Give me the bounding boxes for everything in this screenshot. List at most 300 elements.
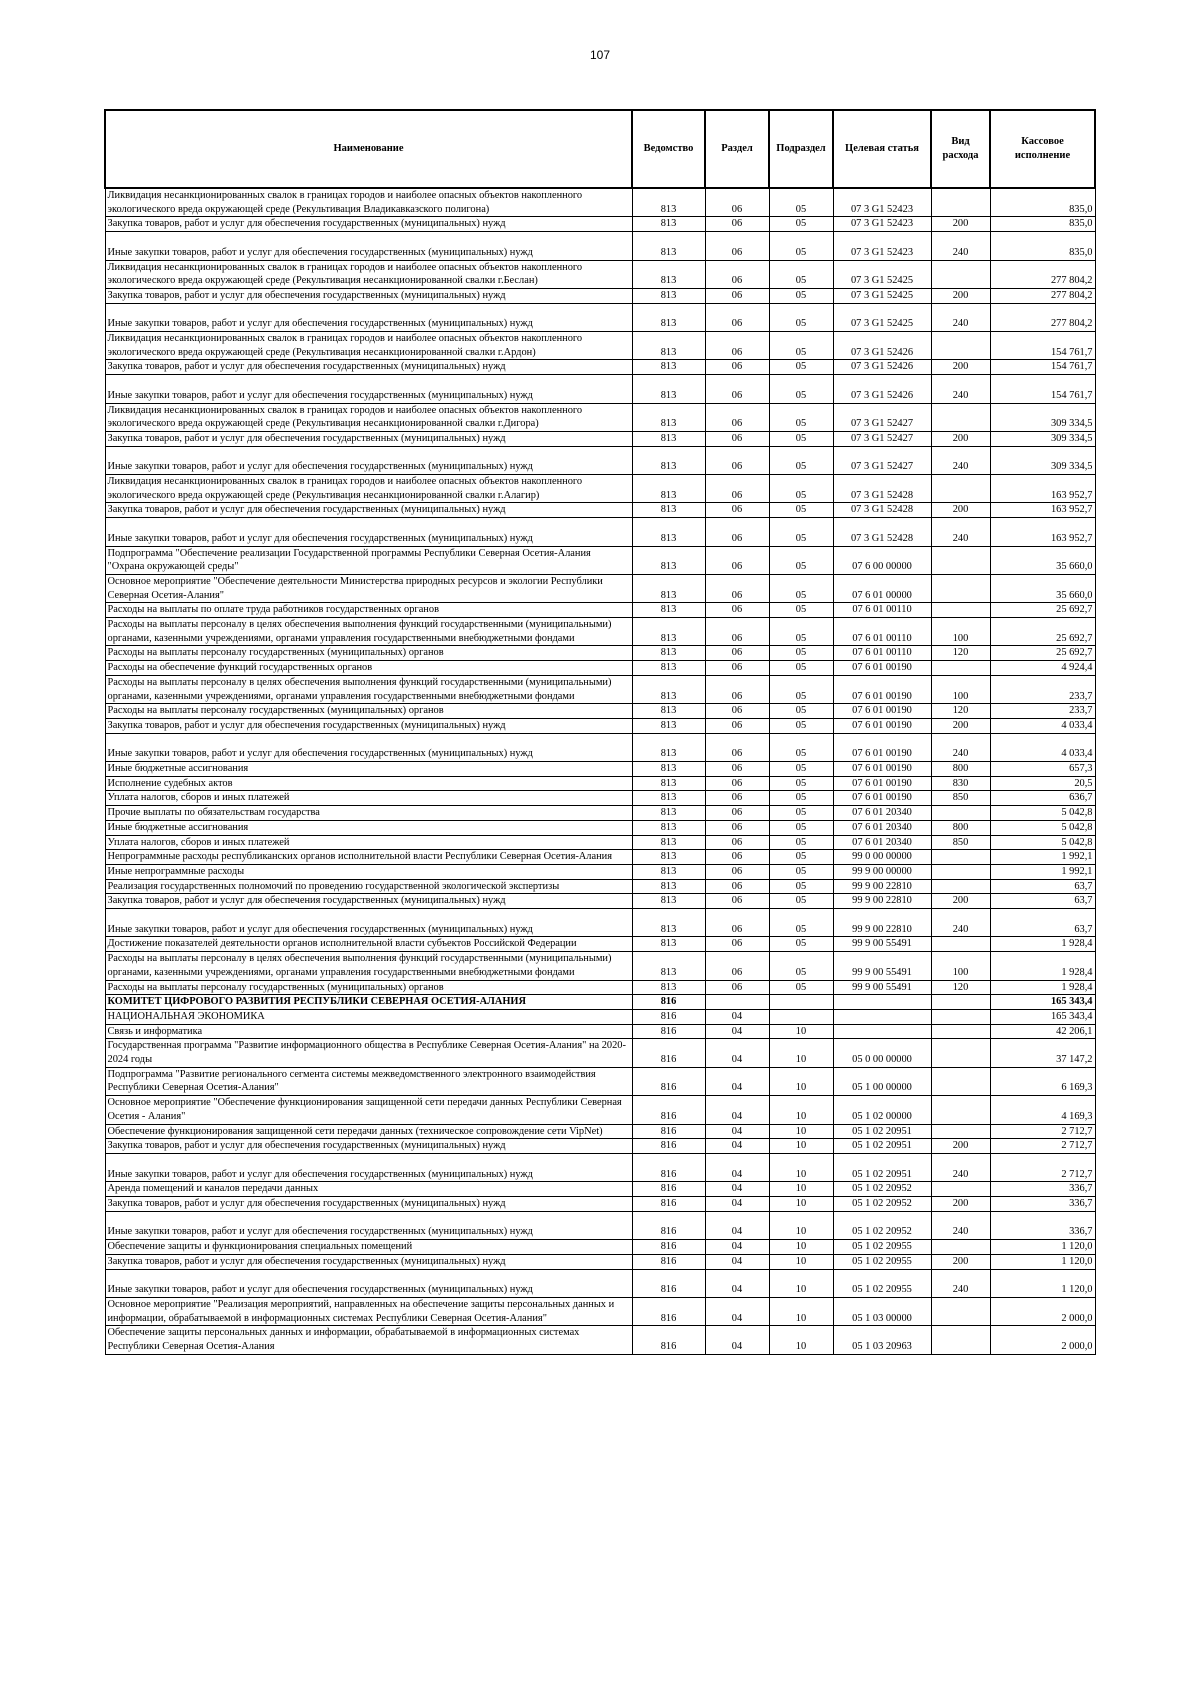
row-department: 813 [632,675,705,703]
row-expense-type [931,806,990,821]
row-section: 04 [705,1297,769,1325]
row-subsection: 05 [769,332,833,360]
row-expense-type: 240 [931,1154,990,1182]
row-name: Иные закупки товаров, работ и услуг для обеспечения государственных (муниципальных) нужд [105,375,632,403]
row-cash-execution: 1 928,4 [990,952,1095,980]
row-name: Ликвидация несанкционированных свалок в границах городов и наиболее опасных объектов накопленного экологического вреда окружающей среде (Рекультивация Владикавказского полигона) [105,188,632,217]
row-name: Уплата налогов, сборов и иных платежей [105,835,632,850]
table-row [105,303,1095,331]
row-expense-type [931,864,990,879]
row-expense-type: 240 [931,733,990,761]
row-subsection: 05 [769,546,833,574]
row-name: Закупка товаров, работ и услуг для обеспечения государственных (муниципальных) нужд [105,431,632,446]
row-section: 04 [705,1009,769,1024]
table-row [105,894,1095,909]
row-target-item: 05 1 03 20963 [833,1326,931,1354]
row-cash-execution: 2 000,0 [990,1297,1095,1325]
row-name: Подпрограмма "Развитие регионального сегмента системы межведомственного электронного взаимодействия Республики Северная Осетия-Алания" [105,1067,632,1095]
row-subsection: 05 [769,952,833,980]
row-cash-execution: 63,7 [990,894,1095,909]
table-row [105,661,1095,676]
row-section [705,995,769,1010]
row-name: Расходы на выплаты персоналу в целях обеспечения выполнения функций государственными (муниципальными) органами, казенными учреждениями, органами управления государственными внебюджетными фондами [105,952,632,980]
row-department: 816 [632,1024,705,1039]
row-cash-execution: 5 042,8 [990,835,1095,850]
row-section: 06 [705,475,769,503]
row-department: 813 [632,288,705,303]
row-name: Закупка товаров, работ и услуг для обеспечения государственных (муниципальных) нужд [105,1254,632,1269]
row-cash-execution: 163 952,7 [990,503,1095,518]
row-expense-type [931,1124,990,1139]
row-name: Уплата налогов, сборов и иных платежей [105,791,632,806]
header-expense-type: Вид расхода [931,110,990,188]
row-expense-type: 100 [931,618,990,646]
row-subsection: 05 [769,894,833,909]
table-row [105,704,1095,719]
row-cash-execution: 835,0 [990,217,1095,232]
row-department: 813 [632,952,705,980]
row-department: 813 [632,820,705,835]
row-section: 06 [705,909,769,937]
row-subsection: 05 [769,475,833,503]
row-name: Обеспечение защиты и функционирования специальных помещений [105,1240,632,1255]
table-row [105,980,1095,995]
table-row [105,232,1095,260]
row-subsection: 10 [769,1124,833,1139]
row-expense-type [931,574,990,602]
row-section: 06 [705,618,769,646]
table-row [105,1039,1095,1067]
row-name: Закупка товаров, работ и услуг для обеспечения государственных (муниципальных) нужд [105,503,632,518]
table-row [105,1254,1095,1269]
row-section: 06 [705,980,769,995]
row-subsection: 05 [769,718,833,733]
row-name: Закупка товаров, работ и услуг для обеспечения государственных (муниципальных) нужд [105,217,632,232]
row-department: 816 [632,1154,705,1182]
row-name: Иные закупки товаров, работ и услуг для обеспечения государственных (муниципальных) нужд [105,303,632,331]
table-row [105,995,1095,1010]
row-department: 813 [632,733,705,761]
row-expense-type: 200 [931,1254,990,1269]
row-subsection: 05 [769,260,833,288]
row-expense-type [931,1297,990,1325]
row-target-item: 05 1 03 00000 [833,1297,931,1325]
row-cash-execution: 636,7 [990,791,1095,806]
table-row [105,776,1095,791]
row-department: 813 [632,431,705,446]
row-department: 813 [632,909,705,937]
row-section: 06 [705,675,769,703]
row-expense-type [931,1009,990,1024]
row-section: 06 [705,820,769,835]
table-row [105,1182,1095,1197]
row-target-item: 07 3 G1 52423 [833,232,931,260]
row-subsection: 10 [769,1096,833,1124]
row-section: 06 [705,776,769,791]
header-department: Ведомство [632,110,705,188]
row-target-item: 07 3 G1 52428 [833,518,931,546]
table-row [105,791,1095,806]
row-cash-execution: 1 120,0 [990,1254,1095,1269]
row-target-item: 07 3 G1 52425 [833,288,931,303]
row-cash-execution: 25 692,7 [990,646,1095,661]
row-target-item: 99 9 00 22810 [833,894,931,909]
row-department: 813 [632,232,705,260]
row-target-item: 07 3 G1 52427 [833,403,931,431]
row-expense-type: 200 [931,1197,990,1212]
table-row [105,1124,1095,1139]
row-name: Расходы на выплаты персоналу государственных (муниципальных) органов [105,704,632,719]
row-cash-execution: 25 692,7 [990,618,1095,646]
row-name: Закупка товаров, работ и услуг для обеспечения государственных (муниципальных) нужд [105,894,632,909]
row-expense-type [931,850,990,865]
table-row [105,937,1095,952]
row-department: 813 [632,574,705,602]
row-name: Основное мероприятие "Обеспечение функционирования защищенной сети передачи данных Республики Северная Осетия - Алания" [105,1096,632,1124]
row-name: Аренда помещений и каналов передачи данных [105,1182,632,1197]
row-target-item: 07 6 01 00190 [833,661,931,676]
row-subsection: 05 [769,303,833,331]
row-cash-execution: 35 660,0 [990,546,1095,574]
row-cash-execution: 6 169,3 [990,1067,1095,1095]
row-department: 813 [632,618,705,646]
row-department: 813 [632,260,705,288]
row-department: 813 [632,980,705,995]
row-section: 06 [705,603,769,618]
row-cash-execution: 309 334,5 [990,431,1095,446]
row-target-item: 07 6 01 00190 [833,776,931,791]
row-expense-type [931,1182,990,1197]
row-subsection: 05 [769,704,833,719]
row-section: 06 [705,894,769,909]
row-name: Расходы на выплаты персоналу в целях обеспечения выполнения функций государственными (муниципальными) органами, казенными учреждениями, органами управления государственными внебюджетными фондами [105,675,632,703]
row-cash-execution: 4 169,3 [990,1096,1095,1124]
row-department: 813 [632,894,705,909]
row-expense-type: 200 [931,894,990,909]
row-section: 06 [705,518,769,546]
row-department: 813 [632,850,705,865]
row-department: 816 [632,1139,705,1154]
row-expense-type: 200 [931,503,990,518]
row-expense-type: 200 [931,1139,990,1154]
page-number: 107 [589,48,611,62]
row-cash-execution: 154 761,7 [990,375,1095,403]
row-target-item: 05 1 02 20951 [833,1139,931,1154]
row-expense-type: 200 [931,360,990,375]
row-name: Ликвидация несанкционированных свалок в границах городов и наиболее опасных объектов накопленного экологического вреда окружающей среде (Рекультивация несанкционированной свалки г.Ардон) [105,332,632,360]
row-name: Иные закупки товаров, работ и услуг для обеспечения государственных (муниципальных) нужд [105,518,632,546]
row-department: 813 [632,718,705,733]
header-cash-execution: Кассовое исполнение [990,110,1095,188]
row-department: 816 [632,1211,705,1239]
row-section: 06 [705,446,769,474]
row-expense-type [931,879,990,894]
table-row [105,446,1095,474]
table-row [105,260,1095,288]
row-name: НАЦИОНАЛЬНАЯ ЭКОНОМИКА [105,1009,632,1024]
row-subsection: 10 [769,1240,833,1255]
row-section: 06 [705,864,769,879]
row-section: 04 [705,1269,769,1297]
table-row [105,475,1095,503]
row-target-item: 99 0 00 00000 [833,850,931,865]
row-expense-type: 100 [931,952,990,980]
row-name: Иные закупки товаров, работ и услуг для обеспечения государственных (муниципальных) нужд [105,733,632,761]
row-subsection: 05 [769,603,833,618]
table-row [105,188,1095,217]
row-cash-execution: 4 033,4 [990,718,1095,733]
row-section: 06 [705,574,769,602]
row-subsection: 05 [769,518,833,546]
row-cash-execution: 154 761,7 [990,332,1095,360]
row-section: 06 [705,303,769,331]
row-expense-type: 200 [931,217,990,232]
row-cash-execution: 1 992,1 [990,850,1095,865]
row-section: 06 [705,232,769,260]
row-department: 813 [632,303,705,331]
row-subsection: 10 [769,1211,833,1239]
row-subsection [769,1009,833,1024]
row-cash-execution: 1 928,4 [990,980,1095,995]
row-name: Закупка товаров, работ и услуг для обеспечения государственных (муниципальных) нужд [105,288,632,303]
row-target-item: 07 6 00 00000 [833,546,931,574]
row-name: КОМИТЕТ ЦИФРОВОГО РАЗВИТИЯ РЕСПУБЛИКИ СЕВЕРНАЯ ОСЕТИЯ-АЛАНИЯ [105,995,632,1010]
row-section: 06 [705,850,769,865]
row-expense-type: 200 [931,431,990,446]
row-subsection: 05 [769,850,833,865]
table-row [105,403,1095,431]
table-row [105,431,1095,446]
row-subsection: 05 [769,375,833,403]
row-section: 06 [705,937,769,952]
row-department: 813 [632,661,705,676]
row-department: 816 [632,1326,705,1354]
row-name: Расходы на выплаты персоналу в целях обеспечения выполнения функций государственными (муниципальными) органами, казенными учреждениями, органами управления государственными внебюджетными фондами [105,618,632,646]
header-target-item: Целевая статья [833,110,931,188]
row-section: 06 [705,375,769,403]
row-target-item: 07 3 G1 52425 [833,303,931,331]
row-section: 06 [705,332,769,360]
row-target-item [833,995,931,1010]
table-row [105,1067,1095,1095]
row-name: Подпрограмма "Обеспечение реализации Государственной программы Республики Северная Осетия-Алания "Охрана окружающей среды" [105,546,632,574]
row-section: 04 [705,1197,769,1212]
row-department: 813 [632,806,705,821]
budget-table [104,109,1096,1355]
row-department: 813 [632,603,705,618]
row-section: 04 [705,1024,769,1039]
table-row [105,909,1095,937]
row-subsection: 05 [769,503,833,518]
row-department: 813 [632,879,705,894]
row-target-item: 07 6 01 00190 [833,762,931,777]
row-expense-type: 100 [931,675,990,703]
row-target-item: 99 9 00 55491 [833,937,931,952]
row-target-item: 99 9 00 00000 [833,864,931,879]
row-target-item: 07 6 01 00190 [833,733,931,761]
row-name: Закупка товаров, работ и услуг для обеспечения государственных (муниципальных) нужд [105,1197,632,1212]
row-department: 813 [632,704,705,719]
row-subsection: 10 [769,1154,833,1182]
row-target-item: 07 3 G1 52428 [833,475,931,503]
row-department: 813 [632,835,705,850]
row-cash-execution: 4 924,4 [990,661,1095,676]
row-name: Иные закупки товаров, работ и услуг для обеспечения государственных (муниципальных) нужд [105,1269,632,1297]
row-cash-execution: 2 000,0 [990,1326,1095,1354]
row-subsection: 05 [769,574,833,602]
row-cash-execution: 1 992,1 [990,864,1095,879]
row-target-item: 07 3 G1 52426 [833,332,931,360]
row-subsection: 10 [769,1297,833,1325]
row-subsection: 05 [769,431,833,446]
row-section: 04 [705,1139,769,1154]
row-target-item: 99 9 00 22810 [833,879,931,894]
table-row [105,733,1095,761]
row-name: Расходы на выплаты персоналу государственных (муниципальных) органов [105,980,632,995]
row-name: Иные бюджетные ассигнования [105,762,632,777]
row-target-item: 99 9 00 55491 [833,980,931,995]
row-cash-execution: 35 660,0 [990,574,1095,602]
row-cash-execution: 2 712,7 [990,1124,1095,1139]
table-row [105,1096,1095,1124]
row-subsection: 05 [769,288,833,303]
row-section: 04 [705,1211,769,1239]
row-department: 816 [632,1096,705,1124]
row-section: 06 [705,806,769,821]
row-section: 06 [705,188,769,217]
row-cash-execution: 4 033,4 [990,733,1095,761]
row-cash-execution: 163 952,7 [990,475,1095,503]
row-section: 06 [705,646,769,661]
row-name: Ликвидация несанкционированных свалок в границах городов и наиболее опасных объектов накопленного экологического вреда окружающей среде (Рекультивация несанкционированной свалки г.Беслан) [105,260,632,288]
row-subsection: 10 [769,1024,833,1039]
row-expense-type [931,661,990,676]
header-name: Наименование [105,110,632,188]
table-row [105,806,1095,821]
row-name: Иные закупки товаров, работ и услуг для обеспечения государственных (муниципальных) нужд [105,1211,632,1239]
row-subsection: 05 [769,937,833,952]
row-target-item: 07 6 01 20340 [833,806,931,821]
row-target-item: 07 3 G1 52427 [833,446,931,474]
row-name: Основное мероприятие "Обеспечение деятельности Министерства природных ресурсов и экологии Республики Северная Осетия-Алания" [105,574,632,602]
row-name: Расходы на выплаты персоналу государственных (муниципальных) органов [105,646,632,661]
row-target-item: 07 6 01 00000 [833,574,931,602]
row-cash-execution: 165 343,4 [990,995,1095,1010]
table-row [105,1024,1095,1039]
row-expense-type: 850 [931,791,990,806]
row-target-item: 07 6 01 00110 [833,603,931,618]
row-expense-type [931,1024,990,1039]
row-cash-execution: 5 042,8 [990,820,1095,835]
row-target-item: 07 3 G1 52427 [833,431,931,446]
table-row [105,675,1095,703]
row-target-item: 07 3 G1 52423 [833,217,931,232]
row-section: 06 [705,733,769,761]
row-name: Иные бюджетные ассигнования [105,820,632,835]
row-expense-type: 200 [931,718,990,733]
row-name: Ликвидация несанкционированных свалок в границах городов и наиболее опасных объектов накопленного экологического вреда окружающей среде (Рекультивация несанкционированной свалки г.Дигора) [105,403,632,431]
row-section: 06 [705,217,769,232]
table-row [105,1297,1095,1325]
row-section: 04 [705,1254,769,1269]
row-cash-execution: 2 712,7 [990,1154,1095,1182]
row-subsection: 05 [769,791,833,806]
row-expense-type: 830 [931,776,990,791]
row-subsection: 05 [769,403,833,431]
table-row [105,546,1095,574]
row-department: 813 [632,776,705,791]
row-subsection: 05 [769,879,833,894]
row-target-item: 05 1 02 20951 [833,1154,931,1182]
row-cash-execution: 25 692,7 [990,603,1095,618]
row-section: 06 [705,762,769,777]
row-cash-execution: 336,7 [990,1211,1095,1239]
row-name: Закупка товаров, работ и услуг для обеспечения государственных (муниципальных) нужд [105,1139,632,1154]
row-department: 813 [632,646,705,661]
row-target-item: 99 9 00 55491 [833,952,931,980]
table-row [105,879,1095,894]
row-department: 816 [632,1182,705,1197]
row-department: 816 [632,1067,705,1095]
row-expense-type: 240 [931,375,990,403]
row-expense-type [931,546,990,574]
row-subsection: 05 [769,980,833,995]
row-target-item: 07 6 01 20340 [833,820,931,835]
row-expense-type [931,1096,990,1124]
row-name: Обеспечение защиты персональных данных и информации, обрабатываемой в информационных системах Республики Северная Осетия-Алания [105,1326,632,1354]
row-expense-type: 240 [931,1211,990,1239]
row-cash-execution: 835,0 [990,188,1095,217]
row-target-item: 05 1 02 20952 [833,1182,931,1197]
row-section: 06 [705,661,769,676]
row-expense-type [931,188,990,217]
row-expense-type: 850 [931,835,990,850]
row-section: 06 [705,546,769,574]
table-row [105,850,1095,865]
row-cash-execution: 37 147,2 [990,1039,1095,1067]
table-row [105,603,1095,618]
row-cash-execution: 63,7 [990,909,1095,937]
row-department: 813 [632,475,705,503]
row-cash-execution: 42 206,1 [990,1024,1095,1039]
row-name: Иные непрограммные расходы [105,864,632,879]
row-expense-type: 200 [931,288,990,303]
row-cash-execution: 277 804,2 [990,260,1095,288]
row-department: 813 [632,188,705,217]
row-department: 813 [632,546,705,574]
table-row [105,1240,1095,1255]
row-section: 06 [705,704,769,719]
row-section: 06 [705,260,769,288]
row-section: 06 [705,791,769,806]
row-target-item: 07 6 01 00110 [833,646,931,661]
row-name: Исполнение судебных актов [105,776,632,791]
row-expense-type [931,332,990,360]
table-row [105,618,1095,646]
row-cash-execution: 5 042,8 [990,806,1095,821]
row-name: Непрограммные расходы республиканских органов исполнительной власти Республики Северная Осетия-Алания [105,850,632,865]
row-subsection: 05 [769,360,833,375]
row-cash-execution: 1 120,0 [990,1240,1095,1255]
row-name: Государственная программа "Развитие информационного общества в Республике Северная Осетия-Алания" на 2020-2024 годы [105,1039,632,1067]
row-section: 06 [705,835,769,850]
row-subsection: 10 [769,1139,833,1154]
row-target-item: 05 1 02 20955 [833,1269,931,1297]
row-expense-type: 800 [931,762,990,777]
row-cash-execution: 277 804,2 [990,288,1095,303]
row-department: 813 [632,446,705,474]
row-expense-type [931,475,990,503]
